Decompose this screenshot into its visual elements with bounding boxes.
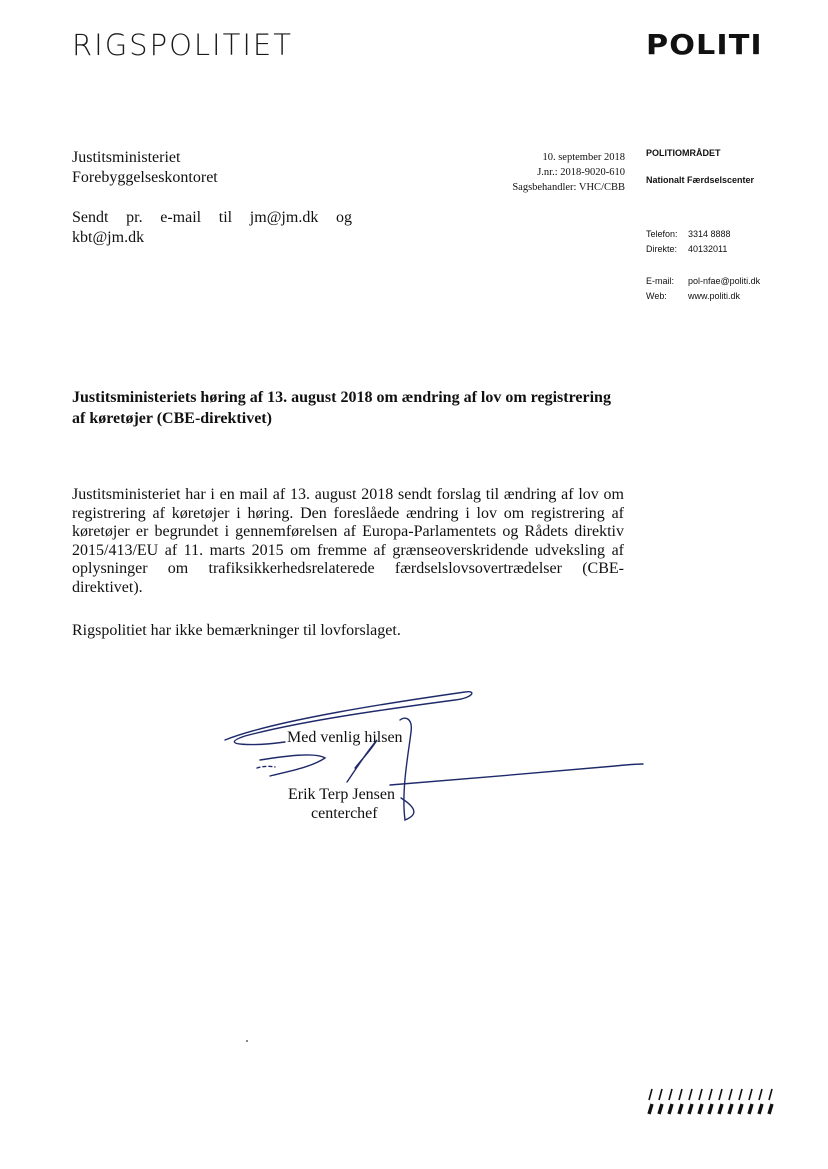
email-value: pol-nfae@politi.dk: [688, 276, 761, 286]
signatory-name: Erik Terp Jensen: [288, 786, 395, 803]
web-value: www.politi.dk: [688, 291, 741, 301]
email-row: [646, 274, 760, 289]
department-name: POLITIOMRÅDET: [646, 148, 721, 158]
closing-statement: Rigspolitiet har ikke bemærkninger til lovforslaget.: [72, 622, 401, 639]
phone-table: [646, 227, 731, 257]
case-handler: Sagsbehandler: VHC/CBB: [512, 182, 625, 193]
scan-speck: [246, 1040, 248, 1042]
letter-subject: Justitsministeriets høring af 13. august 2018 om ændring af lov om registrering af køretøjer (CBE-direktivet): [72, 389, 611, 427]
phone-row: [646, 227, 731, 242]
letter-date: 10. september 2018: [542, 152, 625, 163]
letter-meta: [512, 150, 625, 195]
politi-stripe-emblem: [646, 1087, 780, 1115]
direct-value: 40132011: [688, 244, 728, 254]
unit-name: Nationalt Færdselscenter: [646, 175, 755, 185]
journal-number: J.nr.: 2018-9020-610: [537, 167, 625, 178]
email-label: E-mail:: [646, 276, 675, 286]
recipient-address: [72, 148, 218, 188]
direct-label: Direkte:: [646, 244, 678, 254]
sent-via-email-note: Sendt pr. e-mail til jm@jm.dk og kbt@jm.dk: [72, 209, 352, 246]
stripe-bottom-row: [649, 1104, 772, 1114]
politi-logo: POLITI: [646, 28, 763, 61]
web-row: [646, 289, 760, 304]
recipient-office: Forebyggelseskontoret: [72, 169, 218, 186]
phone-value: 3314 8888: [688, 229, 731, 239]
online-contact-table: [646, 274, 760, 304]
phone-label: Telefon:: [646, 229, 678, 239]
signatory-title: centerchef: [311, 805, 378, 822]
brand-wordmark: RIGSPOLITIET: [72, 28, 293, 62]
sender-sidebar: [646, 148, 760, 304]
signoff-greeting: Med venlig hilsen: [287, 729, 403, 746]
handwritten-signature: [215, 680, 645, 830]
recipient-ministry: Justitsministeriet: [72, 149, 181, 166]
letter-body: Justitsministeriet har i en mail af 13. august 2018 sendt forslag til ændring af lov om registrering af køretøjer i høring. Den foreslåede ændring i lov om registrering af køretøjer er begrundet i gennemførelsen af Europa-Parlamentets og Rådets direktiv 2015/413/EU af 11. marts 2015 om fremme af grænseoverskridende udveksling af oplysninger om trafiksikkerhedsrelaterede færdselslovsovertrædelser (CBE-direktivet).: [72, 486, 624, 596]
web-label: Web:: [646, 291, 667, 301]
stripe-top-row: [649, 1089, 772, 1100]
direct-row: [646, 242, 731, 257]
